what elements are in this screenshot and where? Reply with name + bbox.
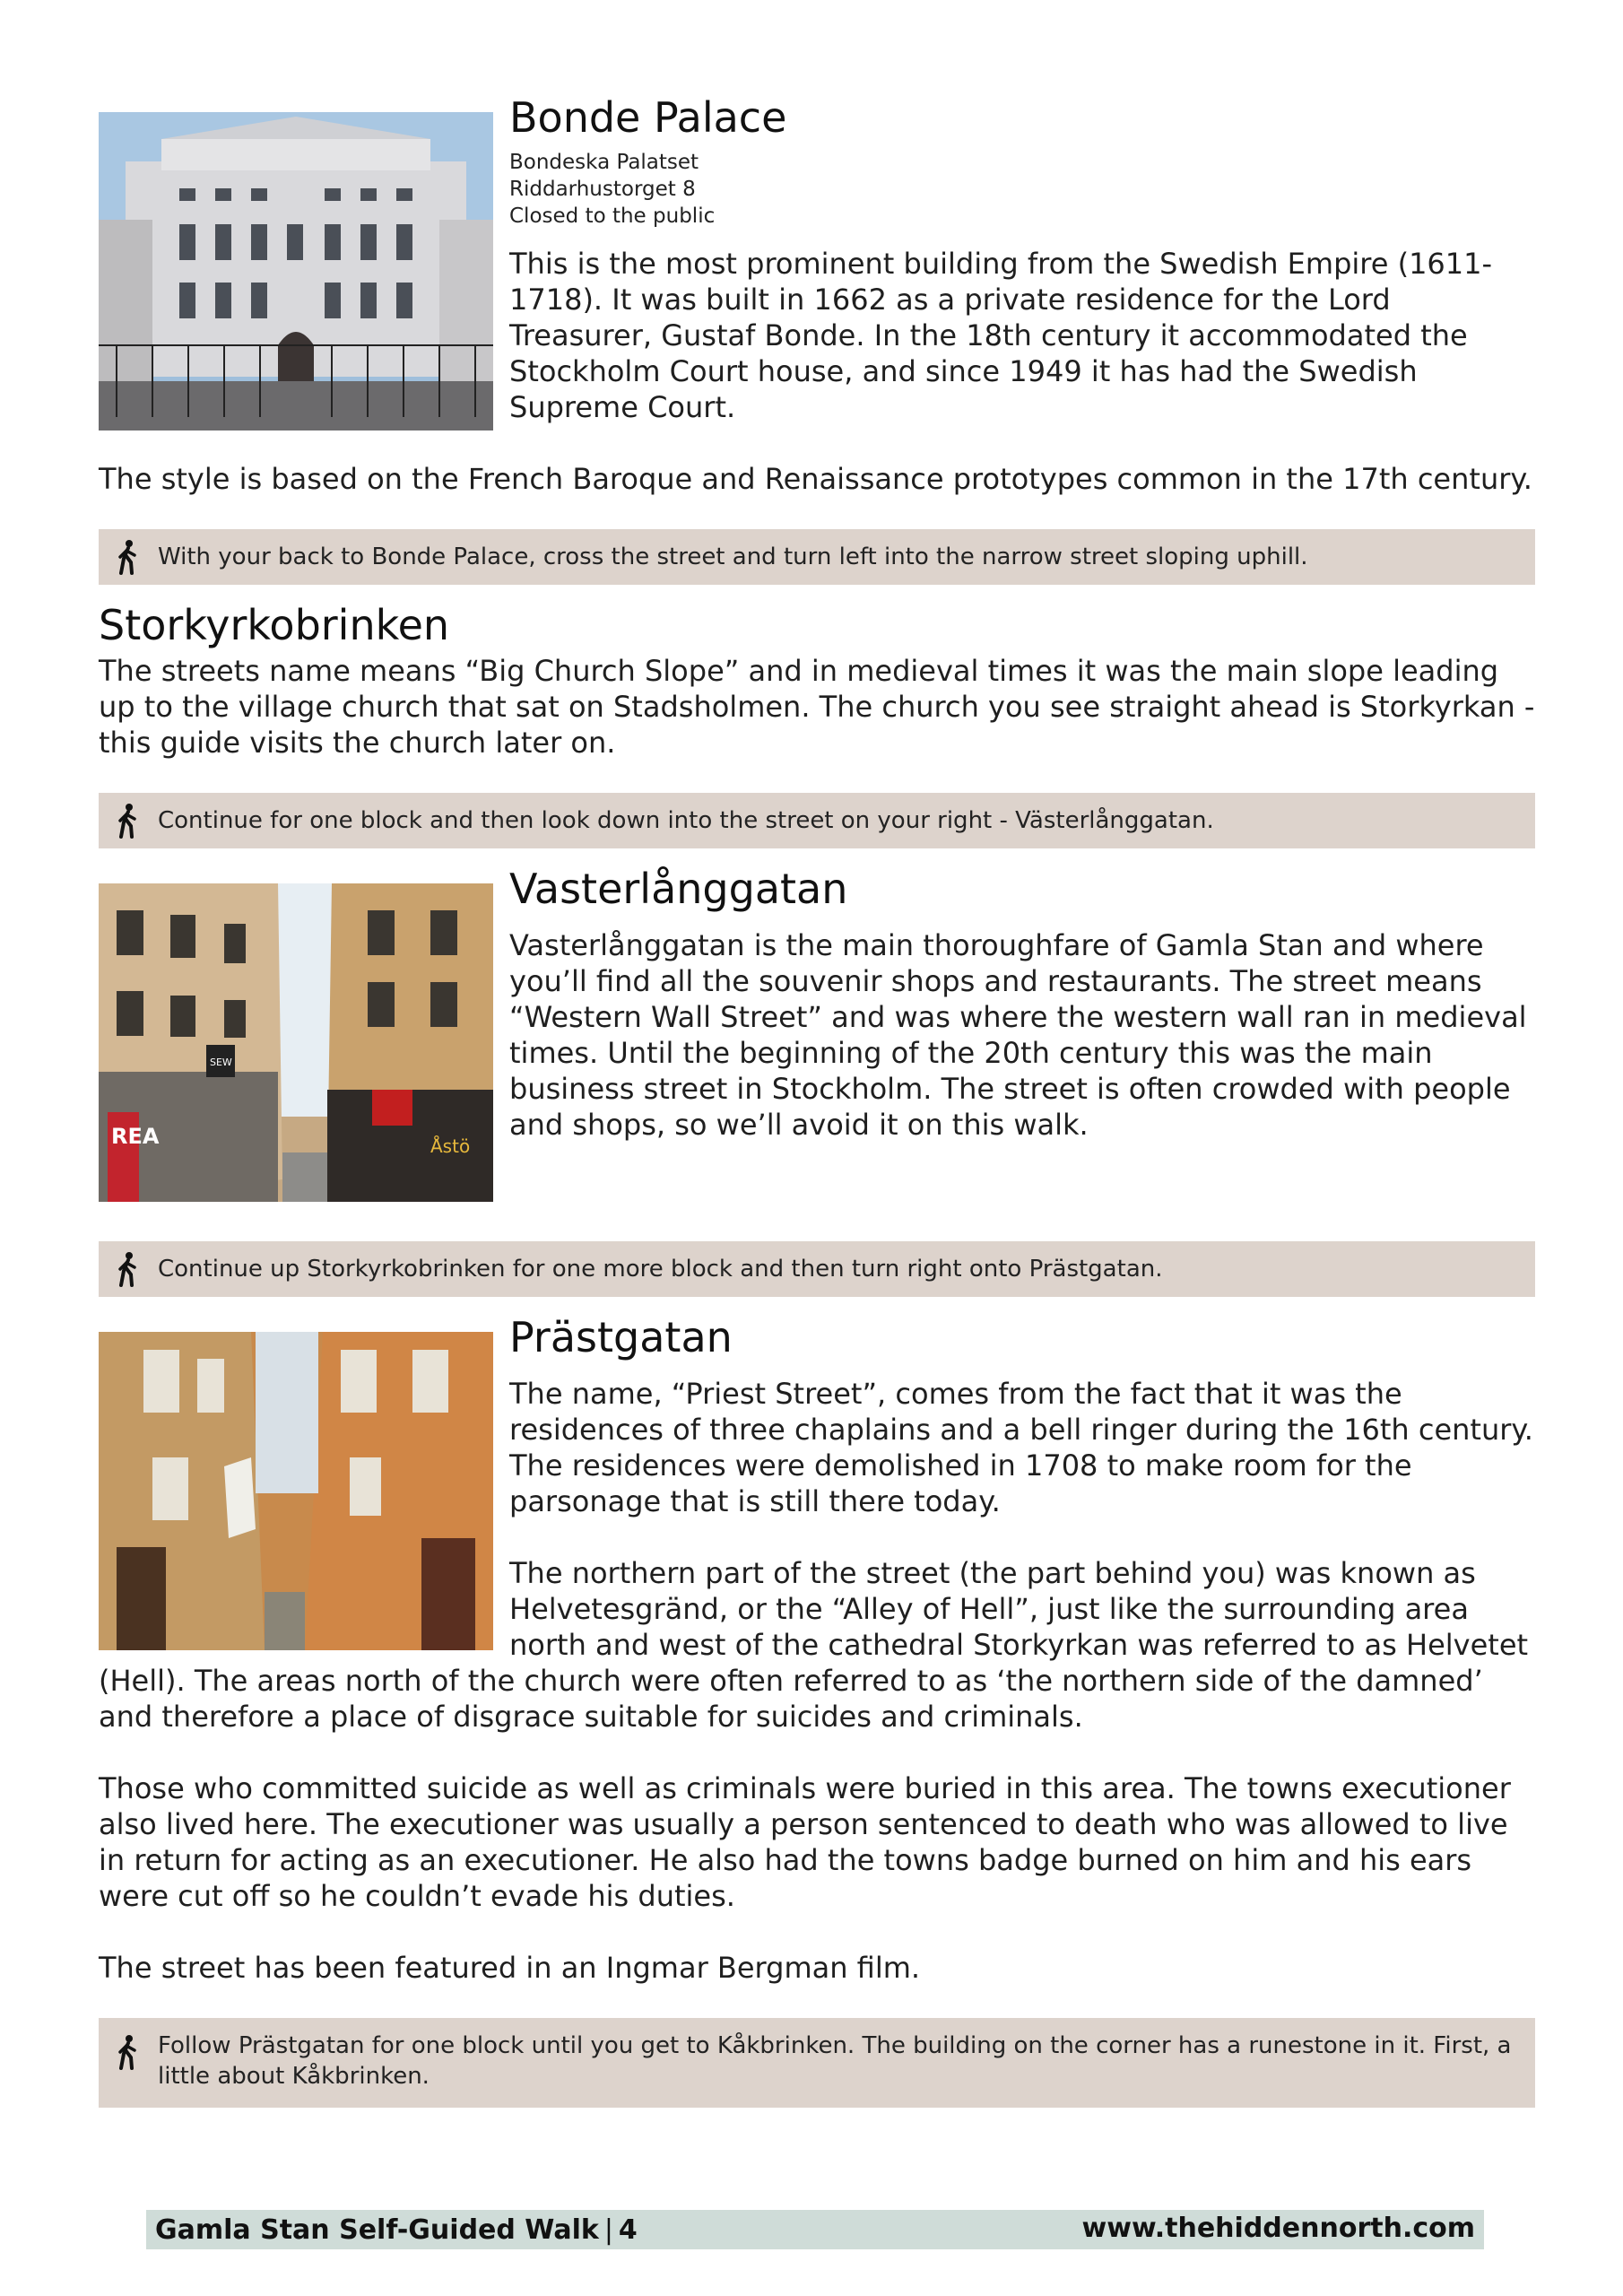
page-content [99,90,1535,2120]
building-name: Bondeska Palatset [509,151,699,174]
section-vasterlanggatan [99,861,1535,1209]
direction-text: Continue up Storkyrkobrinken for one more block and then turn right onto Prästgatan. [158,1256,1163,1283]
website-link[interactable]: www.thehiddennorth.com [1081,2213,1475,2244]
paragraph: The name, “Priest Street”, comes from the fact that it was the residences of three chaplains and a bell ringer during the 16th century. The residences were demolished in 1708 to make room for the parsonage that is still there today. [509,1377,1533,1518]
shop-sign-rea: REA [111,1124,160,1149]
section-prastgatan [99,1309,1535,1986]
walking-person-icon [113,803,143,839]
direction-box [99,529,1535,585]
section-storkyrkobrinken [99,597,1535,761]
direction-box [99,793,1535,848]
page-footer [146,2210,1484,2249]
direction-box [99,2018,1535,2108]
page-number: 4 [618,2214,638,2246]
shop-sign-asto: Åstö [430,1135,471,1157]
section-title: Vasterlånggatan [509,865,848,913]
paragraph: Vasterlånggatan is the main thoroughfare of Gamla Stan and where you’ll find all the souvenir shops and restaurants. The street means “Western Wall Street” and was where the western wall ran in medieval times. Until the beginning of the 20th century this was the main business street in Stockholm. The street is often crowded with people and shops, so we’ll avoid it on this walk. [509,928,1527,1142]
section-title: Storkyrkobrinken [99,601,450,649]
section-title: Bonde Palace [509,93,787,142]
vasterlanggatan-photo [99,883,493,1202]
paragraph: The northern part of the street (the part behind you) was known as Helvetesgränd, or the “Alley of Hell”, just like the surrounding area north and west of the cathedral Storkyrkan was referred to as Helvetet (Hell). The areas north of the church were often referred to as ‘the northern side of the damned’ and therefore a place of disgrace suitable for suicides and criminals. [99,1556,1529,1734]
paragraph: The streets name means “Big Church Slope” and in medieval times it was the main slope leading up to the village church that sat on Stadsholmen. The church you see straight ahead is Storkyrkan - this guide visits the church later on. [99,654,1535,760]
direction-box [99,1241,1535,1297]
walking-person-icon [113,539,143,575]
direction-text: Continue for one block and then look down into the street on your right - Västerlånggatan. [158,807,1214,834]
prastgatan-photo [99,1332,493,1650]
shop-sign-sew: SEW [210,1057,232,1068]
walking-person-icon [113,1251,143,1287]
paragraph: This is the most prominent building from the Swedish Empire (1611-1718). It was built in 1662 as a private residence for the Lord Treasurer, Gustaf Bonde. In the 18th century it accommodated the Stockholm Court house, and since 1949 it has had the Swedish Supreme Court. [509,247,1493,424]
direction-text: With your back to Bonde Palace, cross the street and turn left into the narrow street sloping uphill. [158,544,1308,570]
access-note: Closed to the public [509,204,716,228]
guide-title: Gamla Stan Self-Guided Walk [155,2214,599,2246]
separator: | [603,2214,613,2246]
paragraph: The street has been featured in an Ingmar Bergman film. [99,1951,921,1985]
bonde-palace-photo [99,112,493,430]
footer-left [155,2213,638,2248]
paragraph: The style is based on the French Baroque and Renaissance prototypes common in the 17th century. [99,462,1532,496]
direction-text: Follow Prästgatan for one block until you get to Kåkbrinken. The building on the corner has a runestone in it. First, a little about Kåkbrinken. [158,2032,1512,2090]
walking-person-icon [113,2034,143,2070]
paragraph: Those who committed suicide as well as criminals were buried in this area. The towns executioner also lived here. The executioner was usually a person sentenced to death who was allowed to live in return for acting as an executioner. He also had the towns badge burned on him and his ears were cut off so he couldn’t evade his duties. [99,1771,1511,1913]
section-title: Prästgatan [509,1313,733,1361]
street-address: Riddarhustorget 8 [509,178,696,201]
section-bonde-palace [99,90,1535,497]
